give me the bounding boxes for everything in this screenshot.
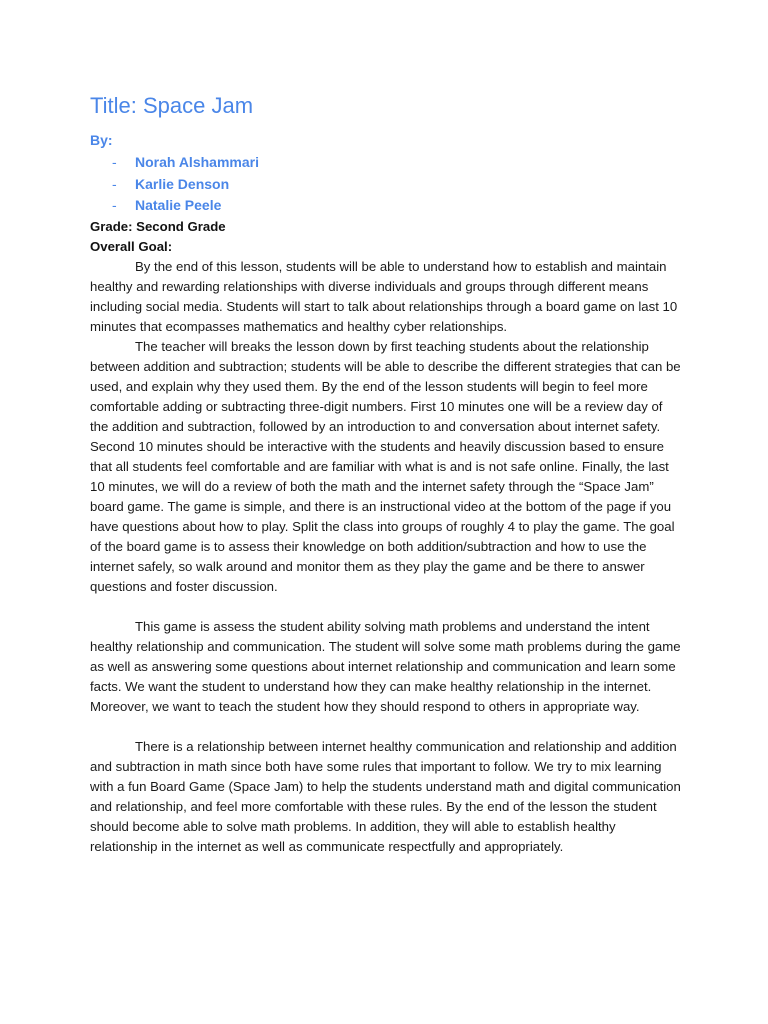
paragraph-game-assessment: This game is assess the student ability solving math problems and understand the intent healthy relationship and communication. The student will solve some math problems during the game as well as answering some questions about internet relationship and communication and learn some facts. We want the student to understand how they can make healthy relationship in the internet. Moreover, we want to teach the student how they should respond to others in appropriate way. — [90, 618, 681, 714]
author-item — [90, 174, 682, 194]
bullet-dash: - — [112, 154, 117, 170]
bullet-dash: - — [112, 197, 117, 214]
document-title: Title: Space Jam — [90, 93, 254, 118]
paragraph-relationship: There is a relationship between internet healthy communication and relationship and addition and subtraction in math since both have some rules that important to follow. We try to mix learning with a fun Board Game (Space Jam) to help the students understand math and digital communication and relationship, and feel more comfortable with these rules. By the end of the lesson the student should become able to solve math problems. In addition, they will able to establish healthy relationship in the internet as well as communicate respectfully and appropriately. — [90, 738, 681, 854]
author-name: Karlie Denson — [135, 175, 230, 192]
grade-line: Grade: Second Grade — [90, 218, 226, 234]
overall-goal-label: Overall Goal: — [90, 238, 173, 254]
paragraph-spacer — [90, 597, 682, 617]
by-label: By: — [90, 132, 113, 148]
paragraph-lesson-plan: The teacher will breaks the lesson down by first teaching students about the relationship between addition and subtraction; students will be able to describe the different strategies that can be used, and explain why they used them. By the end of the lesson students will begin to feel more comfortable adding or subtracting three-digit numbers. First 10 minutes one will be a review day of the addition and subtraction, followed by an introduction to and conversation about internet safety. Second 10 minutes should be interactive with the students and heavily discussion based to ensure that all students feel comfortable and are familiar with what is and is not safe online. Finally, the last 10 minutes, we will do a review of both the math and the internet safety through the “Space Jam” board game. The game is simple, and there is an instructional video at the bottom of the page if you have questions about how to play. Split the class into groups of roughly 4 to play the game. The goal of the board game is to assess their knowledge on both addition/subtraction and how to use the internet safely, so walk around and monitor them as they play the game and be there to answer questions and foster discussion. — [90, 338, 681, 594]
paragraph-goal: By the end of this lesson, students will be able to understand how to establish and maintain healthy and rewarding relationships with diverse individuals and groups through different means including social media. Students will start to talk about relationships through a board game on last 10 minutes that ecompasses mathematics and healthy cyber relationships. — [90, 258, 678, 334]
paragraph-spacer — [90, 717, 682, 737]
document-body — [90, 92, 682, 857]
bullet-dash: - — [112, 175, 117, 192]
author-list — [90, 152, 682, 215]
author-item — [90, 152, 682, 172]
author-item — [90, 195, 682, 215]
author-name: Natalie Peele — [135, 197, 222, 214]
author-name: Norah Alshammari — [135, 154, 259, 170]
